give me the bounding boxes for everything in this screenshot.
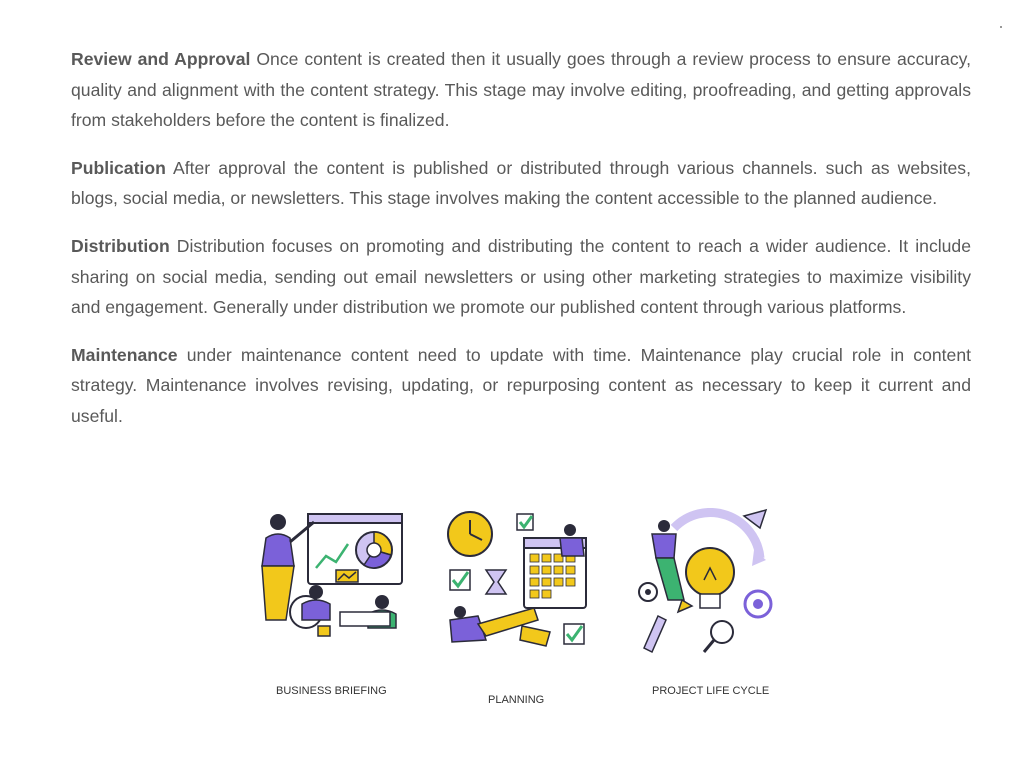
paragraph-heading: Review and Approval — [71, 49, 251, 69]
paragraph-text: Distribution focuses on promoting and distributing the content to reach a wider audience. It include sharing on social media, sending out email newsletters or using other marketing strategies to maximize visibility and engagement. Generally under distribution we promote our published content through various platforms. — [71, 235, 971, 318]
corner-dot — [1000, 26, 1002, 28]
paragraph-distribution — [71, 231, 971, 323]
document-body — [71, 44, 971, 449]
project-life-cycle-illustration — [634, 508, 784, 658]
paragraph-text: Once content is created then it usually goes through a review process to ensure accuracy, quality and alignment with the content strategy. This stage may involve editing, proofreading, and getting approvals from stakeholders before the content is finalized. — [71, 49, 971, 131]
business-briefing-illustration — [256, 508, 406, 638]
paragraph-text: After approval the content is published or distributed through various channels. such as websites, blogs, social media, or newsletters. This stage involves making the content accessible to the planned audience. — [71, 157, 971, 209]
paragraph-heading: Maintenance — [71, 344, 178, 365]
paragraph-heading: Publication — [71, 157, 166, 178]
business-briefing-caption: BUSINESS BRIEFING — [276, 685, 387, 697]
illustrations-strip — [252, 508, 782, 718]
planning-illustration — [442, 508, 592, 658]
project-life-cycle-caption: PROJECT LIFE CYCLE — [652, 685, 770, 697]
paragraph-maintenance — [71, 340, 971, 432]
paragraph-text: under maintenance content need to update with time. Maintenance play crucial role in content strategy. Maintenance involves revising, updating, or repurposing content as necessary to keep it current and useful. — [71, 344, 971, 426]
paragraph-heading: Distribution — [71, 235, 170, 256]
planning-caption: PLANNING — [488, 694, 545, 706]
paragraph-review-approval — [71, 44, 971, 136]
paragraph-publication — [71, 153, 971, 214]
